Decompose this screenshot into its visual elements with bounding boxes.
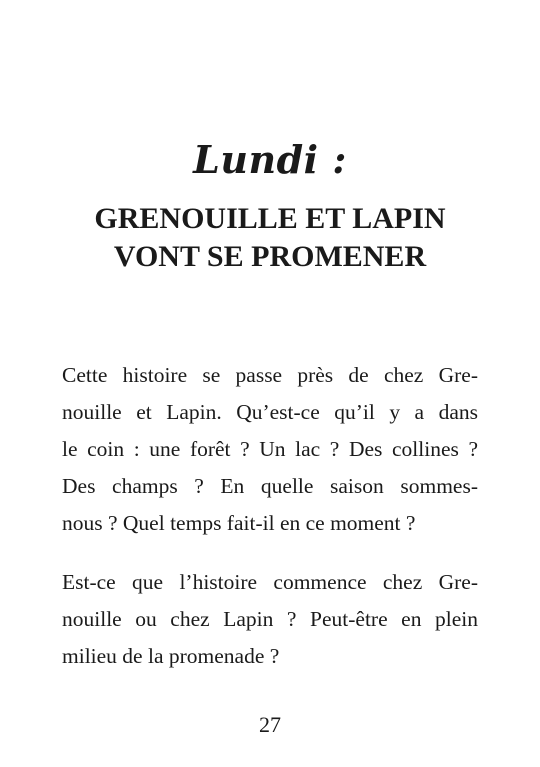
paragraph-line: milieu de la promenade ?	[62, 644, 280, 668]
chapter-title-line: VONT SE PROMENER	[113, 240, 427, 273]
paragraph-line: Des champs ? En quelle saison sommes-	[62, 474, 478, 498]
chapter-title	[0, 200, 540, 276]
paragraph-line: nouille et Lapin. Qu’est-ce qu’il y a dans	[62, 400, 478, 424]
paragraph	[62, 564, 478, 675]
paragraph-line: Cette histoire se passe près de chez Gre-	[62, 363, 478, 387]
page-number: 27	[259, 712, 281, 737]
paragraph-line: nouille ou chez Lapin ? Peut-être en plein	[62, 607, 478, 631]
paragraph-line: le coin : une forêt ? Un lac ? Des collines ?	[62, 437, 478, 461]
paragraph	[62, 357, 478, 542]
chapter-day-heading: Lundi :	[193, 137, 347, 182]
paragraph-line: Est-ce que l’histoire commence chez Gre-	[62, 570, 478, 594]
chapter-title-line: GRENOUILLE ET LAPIN	[94, 202, 446, 235]
paragraph-line: nous ? Quel temps fait-il en ce moment ?	[62, 511, 416, 535]
